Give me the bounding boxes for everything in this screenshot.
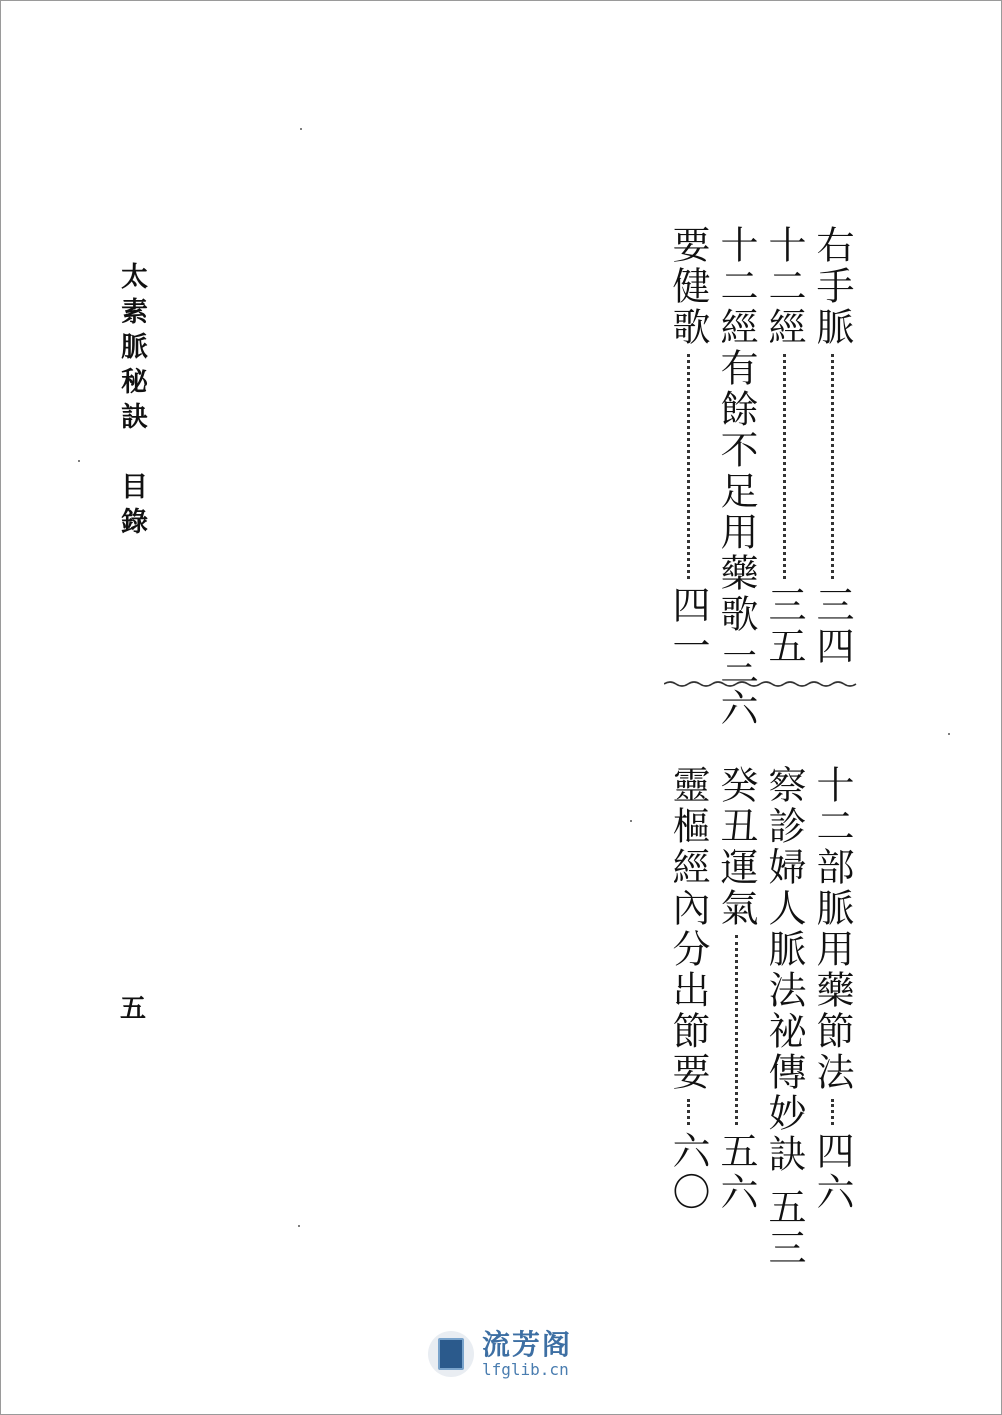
toc-entry <box>760 225 808 667</box>
scan-speck <box>78 460 80 462</box>
toc-page: 四一 <box>666 585 710 667</box>
watermark-logo <box>428 1330 572 1378</box>
watermark-name: 流芳阁 <box>482 1328 573 1361</box>
leader-dots <box>783 354 786 579</box>
toc-title: 察診婦人脈法祕傳妙訣 <box>762 765 806 1175</box>
leader-dots <box>735 935 738 1125</box>
toc-page: 三六 <box>714 647 758 729</box>
toc-entry <box>712 225 760 729</box>
toc-page: 四六 <box>810 1131 854 1213</box>
toc-entry <box>808 765 856 1213</box>
toc-title: 十二經有餘不足用藥歌 <box>714 225 758 635</box>
scan-speck <box>630 820 632 822</box>
scan-speck <box>948 733 950 735</box>
scan-speck <box>298 1225 300 1227</box>
scan-speck <box>300 128 302 130</box>
toc-page: 六〇 <box>666 1131 710 1213</box>
section-divider <box>664 680 858 688</box>
toc-page: 五三 <box>762 1187 806 1269</box>
running-head: 太素脈秘訣 目錄 <box>116 262 147 542</box>
leader-dots <box>831 354 834 579</box>
toc-entry <box>664 765 712 1213</box>
toc-page: 三五 <box>762 585 806 667</box>
toc-entry <box>664 225 712 667</box>
toc-entry <box>760 765 808 1269</box>
toc-title: 十二經 <box>762 225 806 348</box>
toc-page: 三四 <box>810 585 854 667</box>
toc-title: 右手脈 <box>810 225 854 348</box>
toc-title: 靈樞經內分出節要 <box>666 765 710 1093</box>
leader-dots <box>687 1099 690 1125</box>
toc-title: 要健歌 <box>666 225 710 348</box>
toc-page: 五六 <box>714 1131 758 1213</box>
leader-dots <box>687 354 690 579</box>
toc-title: 癸丑運氣 <box>714 765 758 929</box>
page-number: 五 <box>120 994 147 1024</box>
book-icon <box>428 1331 474 1377</box>
watermark-url: lfglib.cn <box>482 1359 569 1379</box>
leader-dots <box>831 1099 834 1125</box>
toc-entry <box>808 225 856 667</box>
toc-title: 十二部脈用藥節法 <box>810 765 854 1093</box>
toc-entry <box>712 765 760 1213</box>
